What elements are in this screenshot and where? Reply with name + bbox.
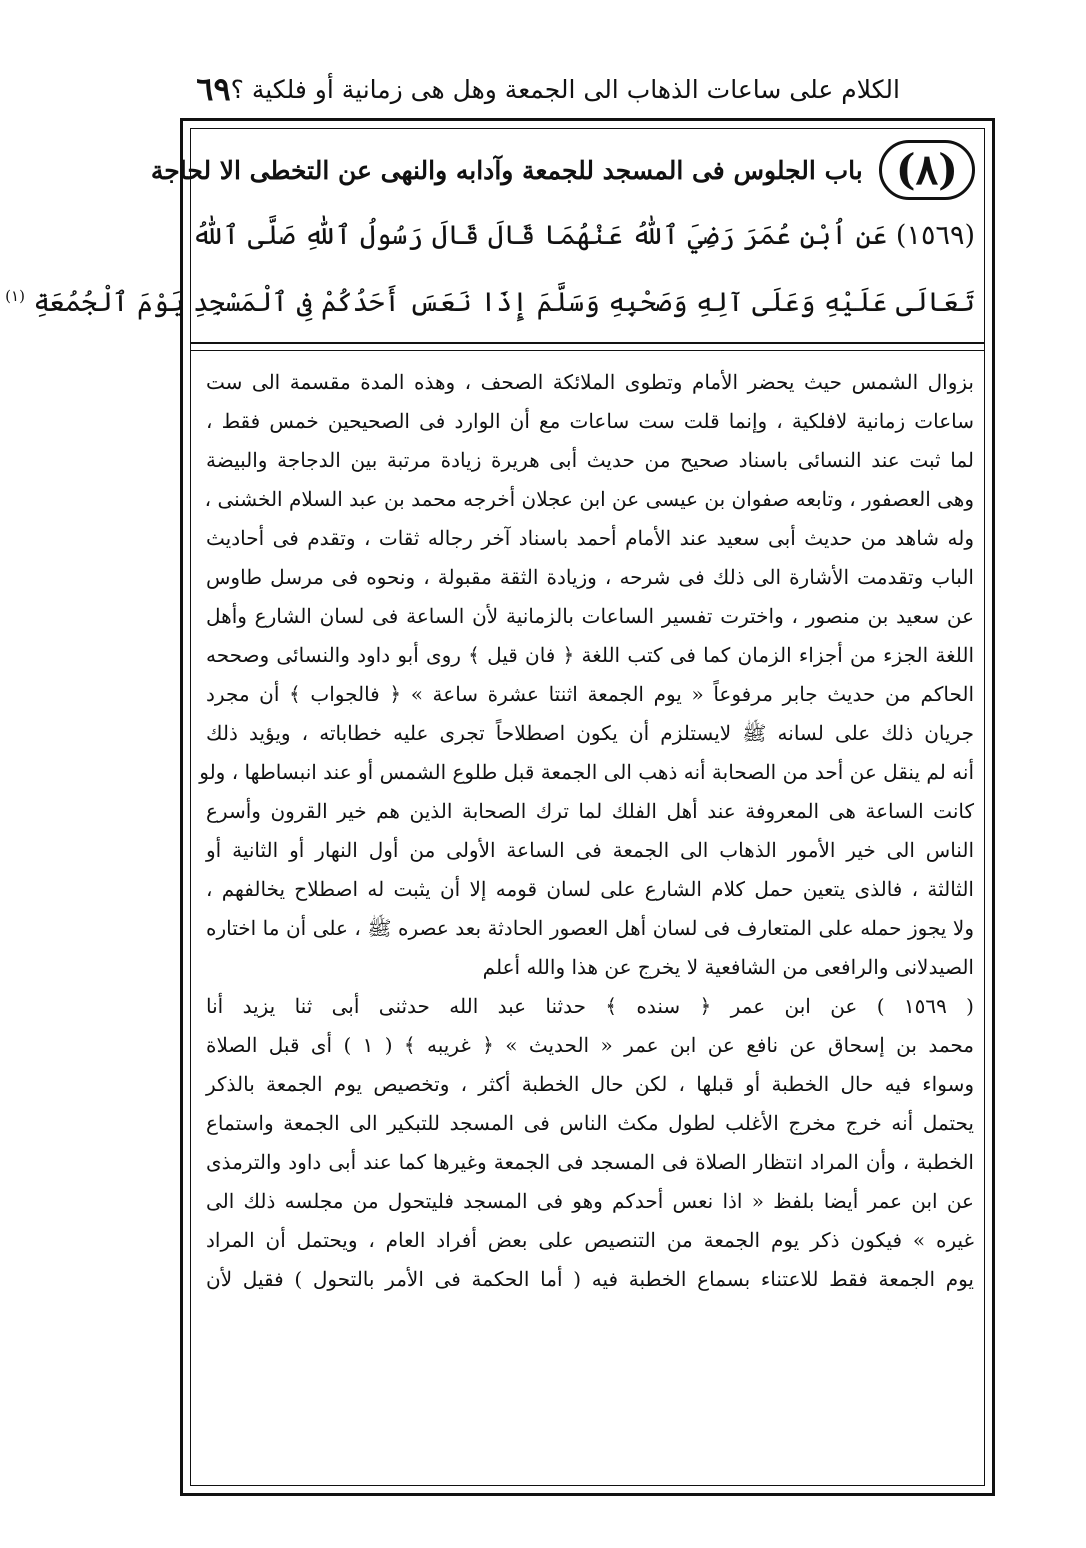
commentary-line: الثالثة ، فالذى يتعين حمل كلام الشارع على لسان قومه إلا أن يثبت له اصطلاح يخالفهم ، <box>206 877 974 901</box>
page-number: ٦٩ <box>196 70 231 108</box>
commentary-line: عن سعيد بن منصور ، واخترت تفسير الساعات بالزمانية لأن الساعة فى لسان الشارع وأهل <box>206 604 974 628</box>
commentary-line: وهى العصفور ، وتابعه صفوان بن عيسى عن ابن عجلان أخرجه محمد بن عبد السلام الخشنى ، <box>204 487 974 511</box>
divider-line <box>190 350 985 351</box>
commentary-line: الخطبة ، وأن المراد انتظار الصلاة فى المسجد فى الجمعة وغيرها كما عند أبى داود والترمذى <box>206 1150 974 1174</box>
chapter-number: (٨) <box>879 140 975 200</box>
commentary-line: الباب وتقدمت الأشارة الى ذلك فى شرحه ، وزيادة الثقة مقبولة ، ونحوه فى مرسل طاوس <box>206 565 974 589</box>
hadith-text: تَعَالَى عَلَيْهِ وَعَلَى آلِهِ وَصَحْبِهِ وَسَلَّمَ إِذَا نَعَسَ أَحَدُكُمْ فِى ٱلْمَسْجِدِ يَوْمَ ٱلْجُمُعَةِ <box>33 287 975 318</box>
chapter-title: باب الجلوس فى المسجد للجمعة وآدابه والنهى عن التخطى الا لحاجة <box>150 155 863 185</box>
commentary-line: وله شاهد من حديث أبى سعيد عند الأمام أحمد باسناد آخر رجاله ثقات ، وتقدم فى أحاديث <box>206 526 974 550</box>
commentary-line: اللغة الجزء من أجزاء الزمان كما فى كتب اللغة ﴿ فان قيل ﴾ روى أبو داود والنسائى وصححه <box>206 643 975 667</box>
running-title: الكلام على ساعات الذهاب الى الجمعة وهل هى زمانية أو فلكية ؟ <box>230 74 900 104</box>
page-header <box>196 60 900 118</box>
commentary-line: جريان ذلك على لسانه ﷺ لايستلزم أن يكون اصطلاحاً تجرى عليه خطاباته ، ويؤيد ذلك <box>206 721 974 745</box>
divider-line <box>190 342 985 344</box>
commentary-line: بزوال الشمس حيث يحضر الأمام وتطوى الملائكة الصحف ، وهذه المدة مقسمة الى ست <box>206 370 974 394</box>
commentary-line: وسواء فيه حال الخطبة أو قبلها ، لكن حال الخطبة أكثر ، وتخصيص يوم الجمعة بالذكر <box>206 1072 974 1096</box>
commentary-line: الحاكم من حديث جابر مرفوعاً « يوم الجمعة اثنتا عشرة ساعة » ﴿ فالجواب ﴾ أن مجرد <box>206 682 974 706</box>
hadith-text-line <box>191 210 975 262</box>
commentary-line: الصيدلانى والرافعى من الشافعية لا يخرج عن هذا والله أعلم <box>482 955 974 979</box>
commentary-line: الناس الى خير الأمور الذهاب الى الجمعة فى الساعة الأولى من أول النهار أو الثانية أو <box>206 838 974 862</box>
commentary-line: ساعات زمانية لافلكية ، وإنما قلت ست ساعات مع أن الوارد فى الصحيحين خمس فقط ، <box>206 409 974 433</box>
commentary-line: يحتمل أنه خرج مخرج الأغلب لطول مكث الناس فى المسجد للتبكير الى الجمعة واستماع <box>206 1111 974 1135</box>
chapter-heading <box>150 136 975 204</box>
commentary-line: كانت الساعة هى المعروفة عند أهل الفلك لما ترك الصحابة الذين هم خير القرون وأسرع <box>206 799 974 823</box>
commentary-line: أنه لم ينقل عن أحد من الصحابة أنه ذهب الى الجمعة قبل طلوع الشمس أو عند انبساطها ، ولو <box>199 760 974 784</box>
commentary-line: لما ثبت عند النسائى باسناد صحيح من حديث أبى هريرة زيادة مرتبة بين الدجاجة والبيضة <box>206 448 974 472</box>
commentary-line: محمد بن إسحاق عن نافع عن ابن عمر « الحديث » ﴿ غريبه ﴾ ( ١ ) أى قبل الصلاة <box>206 1033 975 1057</box>
commentary-line: عن ابن عمر أيضا بلفظ « اذا نعس أحدكم وهو فى المسجد فليتحول من مجلسه ذلك الى <box>206 1189 974 1213</box>
commentary-line: ولا يجوز حمله على المتعارف فى لسان أهل العصور الحادثة بعد عصره ﷺ ، على أن ما اختاره <box>206 916 974 940</box>
commentary-line: ( ١٥٦٩ ) عن ابن عمر ﴿ سنده ﴾ حدثنا عبد الله حدثنى أبى ثنا يزيد أنا <box>206 994 974 1018</box>
footnote-marker: (١) <box>5 287 25 305</box>
commentary-line: غيره » فيكون ذكر يوم الجمعة من التنصيص على بعض أفراد العام ، ويحتمل أن المراد <box>206 1228 974 1252</box>
hadith-text: (١٥٦٩) عَن اُبْنِ عُمَرَ رَضِيَ ٱللّٰهُ عَنْهُمَا قَالَ قَالَ رَسُولُ ٱللّٰهِ صَلَّى ٱللّٰهُ <box>191 220 975 251</box>
hadith-text-line <box>5 270 975 322</box>
commentary-line: يوم الجمعة فقط للاعتناء بسماع الخطبة فيه ( أما الحكمة فى الأمر بالتحول ) فقيل لأن <box>206 1267 974 1291</box>
